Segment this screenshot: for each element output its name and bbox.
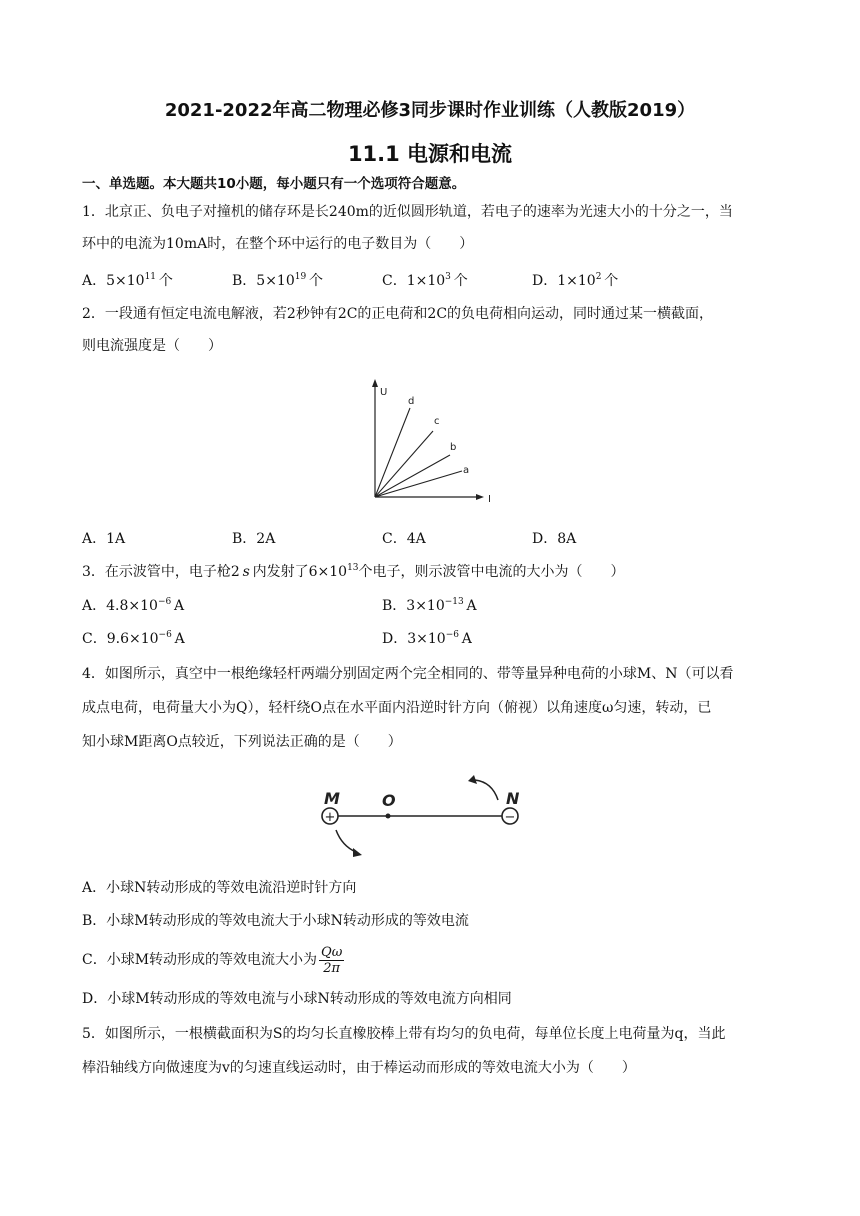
rotation-arrowhead-bottom — [353, 848, 362, 857]
q3-stem: 3．在示波管中，电子枪2 s 内发射了$6\times 10^{13}$个电子，则示波管中电流的大小为（ ） — [82, 563, 625, 580]
q4-stem-line-3: 知小球M距离O点较近，下列说法正确的是（ ） — [82, 734, 402, 750]
line-b — [375, 455, 450, 497]
label-m: M — [324, 789, 340, 808]
q4-option-b: B．小球M转动形成的等效电流大于小球N转动形成的等效电流 — [82, 913, 469, 929]
q3-option-d: D．$3\times 10^{-6}$ A — [382, 630, 472, 647]
line-a — [375, 471, 462, 497]
q2-option-a: A．1A — [82, 531, 126, 547]
q5-stem-line-2: 棒沿轴线方向做速度为v的匀速直线运动时，由于棒运动而形成的等效电流大小为（ ） — [82, 1060, 636, 1076]
line-c-label: c — [434, 416, 440, 427]
q4-stem-line-2: 成点电荷，电荷量大小为Q），轻杆绕O点在水平面内沿逆时针方向（俯视）以角速度ω匀速，转动，已 — [82, 700, 712, 716]
q1-stem-line-2: 环中的电流为10mA时，在整个环中运行的电子数目为（ ） — [82, 236, 474, 252]
label-o: O — [382, 791, 396, 810]
section-heading: 一、单选题。本大题共10小题，每小题只有一个选项符合题意。 — [82, 176, 466, 192]
q3-option-c: C．$9.6\times 10^{-6}$ A — [82, 630, 185, 647]
line-c — [375, 431, 433, 497]
q2-option-b: B．2A — [232, 531, 276, 547]
q1-option-d: D．$1\times 10^2$ 个 — [532, 272, 619, 289]
line-a-label: a — [463, 465, 470, 476]
i-axis-label: I — [488, 494, 491, 505]
q3-option-b: B．$3\times 10^{-13}$ A — [382, 597, 477, 614]
pivot-o — [386, 814, 391, 819]
q2-stem-line-1: 2．一段通有恒定电流电解液，若2秒钟有2C的正电荷和2C的负电荷相向运动，同时通过某一横截面， — [82, 306, 714, 322]
i-axis-arrow — [476, 494, 484, 500]
q1-option-c: C．$1\times 10^3$ 个 — [382, 272, 468, 289]
q1-option-a: A．$5\times 10^{11}$ 个 — [82, 272, 173, 289]
rotation-arrow-top — [475, 780, 498, 800]
label-n: N — [506, 789, 520, 808]
q4-option-c: C．小球M转动形成的等效电流大小为 $\frac{Q\omega}{2\pi}$ — [82, 944, 343, 976]
q4-option-c-fraction: $\frac{Q\omega}{2\pi}$ — [321, 944, 343, 976]
q3-option-a: A．$4.8\times 10^{-6}$ A — [82, 597, 185, 614]
q1-stem-line-1: 1．北京正、负电子对撞机的储存环是长240m的近似圆形轨道，若电子的速率为光速大小的十分之一，当 — [82, 204, 733, 220]
q5-stem-line-1: 5．如图所示，一根横截面积为S的均匀长直橡胶棒上带有均匀的负电荷，每单位长度上电荷量为q，当此 — [82, 1026, 726, 1042]
q4-rotating-rod-figure — [312, 772, 532, 864]
ball-m-sign: + — [324, 810, 336, 825]
u-axis-label: U — [380, 387, 388, 398]
q4-option-a: A．小球N转动形成的等效电流沿逆时针方向 — [82, 880, 357, 896]
q2-ui-graph — [360, 375, 500, 507]
u-axis-arrow — [372, 379, 378, 387]
q4-option-d: D．小球M转动形成的等效电流与小球N转动形成的等效电流方向相同 — [82, 991, 512, 1007]
lesson-title: 11.1 电源和电流 — [347, 142, 513, 166]
ball-n-sign: − — [504, 810, 516, 825]
q4-stem-line-1: 4．如图所示，真空中一根绝缘轻杆两端分别固定两个完全相同的、带等量异种电荷的小球M、N（可以看 — [82, 666, 734, 682]
q1-option-b: B．$5\times 10^{19}$ 个 — [232, 272, 323, 289]
line-b-label: b — [450, 442, 457, 453]
line-d-label: d — [408, 396, 415, 407]
q2-option-d: D．8A — [532, 531, 577, 547]
series-title: 2021-2022年高二物理必修3同步课时作业训练（人教版2019） — [164, 100, 696, 121]
q2-option-c: C．4A — [382, 531, 426, 547]
q2-stem-line-2: 则电流强度是（ ） — [82, 338, 222, 354]
line-d — [375, 408, 410, 497]
